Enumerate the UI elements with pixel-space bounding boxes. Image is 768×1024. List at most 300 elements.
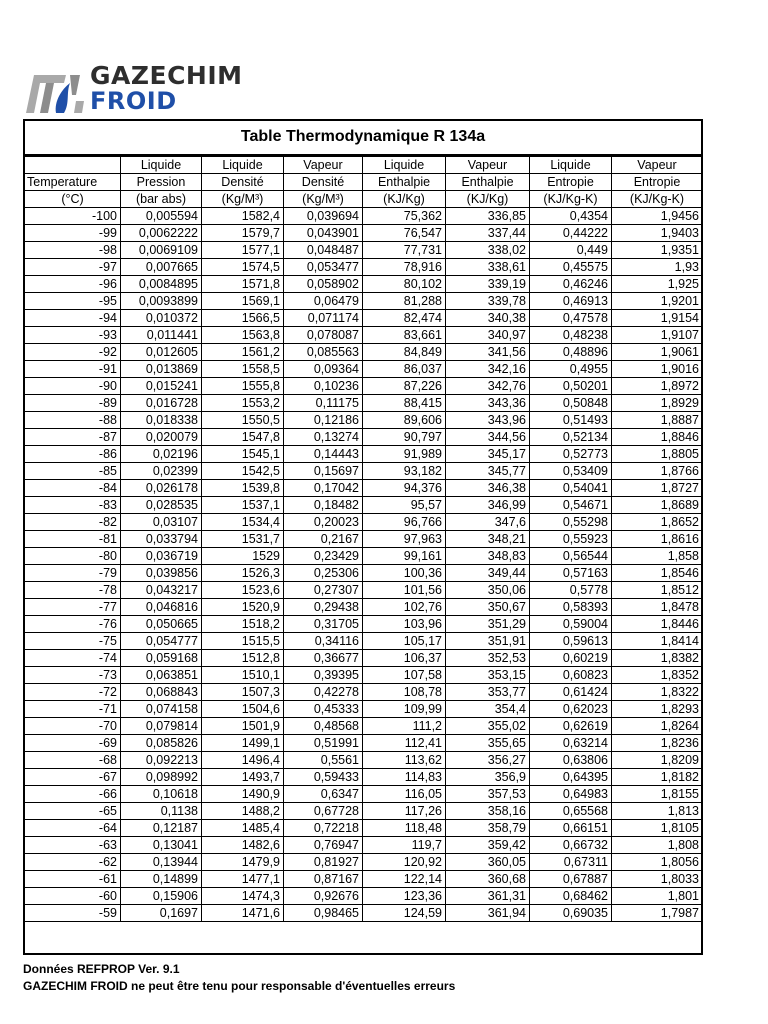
table-cell: 91,989	[363, 446, 446, 463]
table-cell: -80	[25, 548, 121, 565]
table-cell: 1507,3	[202, 684, 284, 701]
table-row	[25, 905, 703, 922]
logo-text-gazechim: GAZECHIM	[90, 61, 243, 90]
table-cell: -96	[25, 276, 121, 293]
table-cell: 82,474	[363, 310, 446, 327]
table-cell: 0,67887	[530, 871, 612, 888]
table-cell: 350,67	[446, 599, 530, 616]
table-cell: 0,011441	[121, 327, 202, 344]
table-cell: 0,13274	[284, 429, 363, 446]
table-cell: 0,005594	[121, 208, 202, 225]
table-title: Table Thermodynamique R 134a	[23, 119, 703, 156]
table-cell: 0,2167	[284, 531, 363, 548]
table-cell: 0,0084895	[121, 276, 202, 293]
table-cell: 83,661	[363, 327, 446, 344]
table-cell: 1539,8	[202, 480, 284, 497]
table-cell: 1523,6	[202, 582, 284, 599]
table-cell: 0,039856	[121, 565, 202, 582]
table-cell: 0,63214	[530, 735, 612, 752]
table-cell: 357,53	[446, 786, 530, 803]
table-cell: 0,64395	[530, 769, 612, 786]
table-cell: 1545,1	[202, 446, 284, 463]
table-cell: -88	[25, 412, 121, 429]
table-cell: 124,59	[363, 905, 446, 922]
table-row	[25, 667, 703, 684]
table-cell: 0,66732	[530, 837, 612, 854]
table-cell: 1,8105	[612, 820, 703, 837]
table-cell: -90	[25, 378, 121, 395]
table-cell: 0,46246	[530, 276, 612, 293]
table-cell: 1,9403	[612, 225, 703, 242]
table-cell: -67	[25, 769, 121, 786]
table-cell: 1,8382	[612, 650, 703, 667]
header-cell: Vapeur	[284, 157, 363, 174]
table-cell: 0,12186	[284, 412, 363, 429]
table-cell: 1520,9	[202, 599, 284, 616]
table-cell: 0,59004	[530, 616, 612, 633]
table-cell: 75,362	[363, 208, 446, 225]
table-cell: 0,67311	[530, 854, 612, 871]
header-row	[25, 157, 703, 174]
table-cell: 84,849	[363, 344, 446, 361]
table-cell: 0,15906	[121, 888, 202, 905]
table-row	[25, 616, 703, 633]
table-cell: 1482,6	[202, 837, 284, 854]
table-cell: 101,56	[363, 582, 446, 599]
table-cell: 348,21	[446, 531, 530, 548]
header-cell: Enthalpie	[363, 174, 446, 191]
table-cell: -84	[25, 480, 121, 497]
table-cell: 1,8446	[612, 616, 703, 633]
table-cell: 0,071174	[284, 310, 363, 327]
table-cell: 1555,8	[202, 378, 284, 395]
table-cell: 1526,3	[202, 565, 284, 582]
table-cell: 96,766	[363, 514, 446, 531]
table-cell: 1,8929	[612, 395, 703, 412]
table-row	[25, 327, 703, 344]
table-cell: 353,15	[446, 667, 530, 684]
table-cell: 77,731	[363, 242, 446, 259]
gazechim-logo-icon	[26, 65, 88, 113]
table-cell: 0,6347	[284, 786, 363, 803]
footer	[23, 961, 455, 995]
table-cell: 0,14443	[284, 446, 363, 463]
table-cell: 0,76947	[284, 837, 363, 854]
table-cell: 360,68	[446, 871, 530, 888]
table-cell: 0,02399	[121, 463, 202, 480]
table-cell: 1,8616	[612, 531, 703, 548]
table-cell: -73	[25, 667, 121, 684]
table-cell: 0,13944	[121, 854, 202, 871]
table-cell: -93	[25, 327, 121, 344]
header-cell: Liquide	[530, 157, 612, 174]
table-cell: -64	[25, 820, 121, 837]
table-cell: 0,03107	[121, 514, 202, 531]
table-cell: 112,41	[363, 735, 446, 752]
table-cell: 1,8652	[612, 514, 703, 531]
table-cell: 358,79	[446, 820, 530, 837]
header-cell: Vapeur	[612, 157, 703, 174]
logo-text-froid: FROID	[90, 87, 177, 115]
header-cell: Pression	[121, 174, 202, 191]
header-cell: Enthalpie	[446, 174, 530, 191]
table-cell: 342,76	[446, 378, 530, 395]
table-cell: 0,010372	[121, 310, 202, 327]
table-cell: 1,9061	[612, 344, 703, 361]
header-cell: (KJ/Kg-K)	[530, 191, 612, 208]
table-cell: 342,16	[446, 361, 530, 378]
table-cell: 1471,6	[202, 905, 284, 922]
table-cell: 0,59433	[284, 769, 363, 786]
table-cell: 1,9154	[612, 310, 703, 327]
table-cell: 0,058902	[284, 276, 363, 293]
table-cell: 1,8264	[612, 718, 703, 735]
table-cell: -66	[25, 786, 121, 803]
table-cell: 1,9107	[612, 327, 703, 344]
table-cell: -62	[25, 854, 121, 871]
table-cell: -83	[25, 497, 121, 514]
table-cell: 0,10236	[284, 378, 363, 395]
table-cell: 0,046816	[121, 599, 202, 616]
table-cell: 1558,5	[202, 361, 284, 378]
table-cell: -65	[25, 803, 121, 820]
table-cell: 1579,7	[202, 225, 284, 242]
table-cell: 0,0062222	[121, 225, 202, 242]
table-cell: 0,11175	[284, 395, 363, 412]
header-cell: (bar abs)	[121, 191, 202, 208]
table-cell: 86,037	[363, 361, 446, 378]
table-cell: 1499,1	[202, 735, 284, 752]
table-cell: 340,97	[446, 327, 530, 344]
table-cell: 1553,2	[202, 395, 284, 412]
table-cell: 0,56544	[530, 548, 612, 565]
table-cell: -72	[25, 684, 121, 701]
table-row	[25, 344, 703, 361]
table-cell: 0,015241	[121, 378, 202, 395]
table-cell: 356,9	[446, 769, 530, 786]
table-cell: 336,85	[446, 208, 530, 225]
table-cell: -71	[25, 701, 121, 718]
table-cell: -59	[25, 905, 121, 922]
table-cell: 0,59613	[530, 633, 612, 650]
table-cell: -82	[25, 514, 121, 531]
table-cell: 90,797	[363, 429, 446, 446]
table-cell: -99	[25, 225, 121, 242]
table-row	[25, 548, 703, 565]
table-cell: 1479,9	[202, 854, 284, 871]
table-row	[25, 276, 703, 293]
table-row	[25, 582, 703, 599]
table-cell: -94	[25, 310, 121, 327]
table-cell: 89,606	[363, 412, 446, 429]
table-cell: 0,085826	[121, 735, 202, 752]
table-cell: -76	[25, 616, 121, 633]
table-row	[25, 786, 703, 803]
table-cell: 1,8512	[612, 582, 703, 599]
table-cell: 0,46913	[530, 293, 612, 310]
table-cell: 0,078087	[284, 327, 363, 344]
table-cell: 0,87167	[284, 871, 363, 888]
table-cell: 0,60219	[530, 650, 612, 667]
table-cell: -81	[25, 531, 121, 548]
header-cell: Densité	[284, 174, 363, 191]
table-row	[25, 820, 703, 837]
table-row	[25, 769, 703, 786]
table-cell: 0,0093899	[121, 293, 202, 310]
table-cell: 0,17042	[284, 480, 363, 497]
table-cell: 120,92	[363, 854, 446, 871]
table-cell: 1,8155	[612, 786, 703, 803]
table-cell: 1501,9	[202, 718, 284, 735]
table-cell: 1477,1	[202, 871, 284, 888]
table-cell: 0,66151	[530, 820, 612, 837]
table-cell: 0,20023	[284, 514, 363, 531]
table-cell: 93,182	[363, 463, 446, 480]
table-cell: 0,074158	[121, 701, 202, 718]
footer-disclaimer: GAZECHIM FROID ne peut être tenu pour responsable d'éventuelles erreurs	[23, 979, 456, 993]
table-cell: 0,67728	[284, 803, 363, 820]
header-cell: Liquide	[121, 157, 202, 174]
table-header	[25, 157, 703, 208]
table-cell: 0,64983	[530, 786, 612, 803]
table-cell: 1,8478	[612, 599, 703, 616]
header-cell: (KJ/Kg)	[446, 191, 530, 208]
table-cell: 0,1697	[121, 905, 202, 922]
table-cell: 0,45575	[530, 259, 612, 276]
header-cell: Densité	[202, 174, 284, 191]
table-cell: 0,059168	[121, 650, 202, 667]
table-cell: 355,02	[446, 718, 530, 735]
table-cell: 1496,4	[202, 752, 284, 769]
table-cell: 1569,1	[202, 293, 284, 310]
table-cell: 113,62	[363, 752, 446, 769]
table-cell: 1563,8	[202, 327, 284, 344]
table-cell: 0,06479	[284, 293, 363, 310]
table-cell: 116,05	[363, 786, 446, 803]
table-cell: 348,83	[446, 548, 530, 565]
table-cell: 1,8322	[612, 684, 703, 701]
table-cell: 351,29	[446, 616, 530, 633]
table-row	[25, 259, 703, 276]
table-cell: 345,77	[446, 463, 530, 480]
table-cell: 347,6	[446, 514, 530, 531]
table-cell: -68	[25, 752, 121, 769]
table-cell: 1550,5	[202, 412, 284, 429]
table-cell: 0,18482	[284, 497, 363, 514]
table-cell: 100,36	[363, 565, 446, 582]
table-cell: 0,079814	[121, 718, 202, 735]
table-cell: 1,9016	[612, 361, 703, 378]
table-cell: 1,8805	[612, 446, 703, 463]
table-cell: -92	[25, 344, 121, 361]
table-cell: 345,17	[446, 446, 530, 463]
table-cell: 0,48896	[530, 344, 612, 361]
table-cell: 0,98465	[284, 905, 363, 922]
table-cell: 1,8182	[612, 769, 703, 786]
table-cell: 0,50201	[530, 378, 612, 395]
header-cell	[25, 157, 121, 174]
table-row	[25, 531, 703, 548]
table-cell: 0,15697	[284, 463, 363, 480]
table-cell: 0,10618	[121, 786, 202, 803]
table-cell: -95	[25, 293, 121, 310]
table-cell: 350,06	[446, 582, 530, 599]
table-cell: 343,36	[446, 395, 530, 412]
table-cell: 1574,5	[202, 259, 284, 276]
table-cell: 0,036719	[121, 548, 202, 565]
table-cell: 1,7987	[612, 905, 703, 922]
table-cell: 0,0069109	[121, 242, 202, 259]
table-cell: 0,57163	[530, 565, 612, 582]
table-cell: 0,52134	[530, 429, 612, 446]
table-cell: 1582,4	[202, 208, 284, 225]
table-cell: 0,5778	[530, 582, 612, 599]
table-cell: 0,14899	[121, 871, 202, 888]
table-cell: 1,93	[612, 259, 703, 276]
table-cell: 123,36	[363, 888, 446, 905]
table-cell: 87,226	[363, 378, 446, 395]
table-cell: 0,043217	[121, 582, 202, 599]
table-cell: 1,9351	[612, 242, 703, 259]
table-cell: 0,48568	[284, 718, 363, 735]
table-cell: 0,58393	[530, 599, 612, 616]
table-cell: 0,1138	[121, 803, 202, 820]
table-cell: 105,17	[363, 633, 446, 650]
table-cell: 97,963	[363, 531, 446, 548]
table-cell: 0,09364	[284, 361, 363, 378]
table-row	[25, 293, 703, 310]
table-cell: 1566,5	[202, 310, 284, 327]
table-cell: 361,31	[446, 888, 530, 905]
table-cell: 351,91	[446, 633, 530, 650]
table-row	[25, 480, 703, 497]
table-cell: 107,58	[363, 667, 446, 684]
table-cell: 1,8846	[612, 429, 703, 446]
table-cell: 0,4354	[530, 208, 612, 225]
table-row	[25, 242, 703, 259]
table-cell: 78,916	[363, 259, 446, 276]
table-cell: 1,9456	[612, 208, 703, 225]
table-row	[25, 854, 703, 871]
table-cell: 1,8689	[612, 497, 703, 514]
table-cell: 0,62023	[530, 701, 612, 718]
table-cell: 0,55923	[530, 531, 612, 548]
table-cell: 0,4955	[530, 361, 612, 378]
table-cell: 0,34116	[284, 633, 363, 650]
table-cell: 1,8887	[612, 412, 703, 429]
table-row	[25, 837, 703, 854]
table-cell: 1515,5	[202, 633, 284, 650]
table-cell: 338,61	[446, 259, 530, 276]
table-cell: 360,05	[446, 854, 530, 871]
table-cell: 1,8293	[612, 701, 703, 718]
table-row	[25, 361, 703, 378]
header-cell: Entropie	[530, 174, 612, 191]
table-row	[25, 565, 703, 582]
table-cell: 0,92676	[284, 888, 363, 905]
table-cell: 0,42278	[284, 684, 363, 701]
header-cell: Entropie	[612, 174, 703, 191]
table-cell: 339,78	[446, 293, 530, 310]
table-cell: 1542,5	[202, 463, 284, 480]
table-cell: 0,62619	[530, 718, 612, 735]
table-row	[25, 378, 703, 395]
table-cell: 1,8033	[612, 871, 703, 888]
table-cell: 122,14	[363, 871, 446, 888]
table-cell: 337,44	[446, 225, 530, 242]
header-cell: Temperature	[25, 174, 121, 191]
table-cell: 361,94	[446, 905, 530, 922]
table-row	[25, 633, 703, 650]
table-cell: 114,83	[363, 769, 446, 786]
table-cell: 343,96	[446, 412, 530, 429]
table-row	[25, 599, 703, 616]
table-cell: 1512,8	[202, 650, 284, 667]
table-cell: 95,57	[363, 497, 446, 514]
table-cell: 339,19	[446, 276, 530, 293]
table-cell: 0,020079	[121, 429, 202, 446]
table-cell: 0,69035	[530, 905, 612, 922]
table-cell: 0,55298	[530, 514, 612, 531]
table-cell: 111,2	[363, 718, 446, 735]
table-cell: 0,13041	[121, 837, 202, 854]
table-cell: 355,65	[446, 735, 530, 752]
table-cell: 0,27307	[284, 582, 363, 599]
table-cell: 1493,7	[202, 769, 284, 786]
table-cell: 1,801	[612, 888, 703, 905]
table-cell: 1534,4	[202, 514, 284, 531]
table-cell: 358,16	[446, 803, 530, 820]
table-cell: -89	[25, 395, 121, 412]
table-cell: 353,77	[446, 684, 530, 701]
table-cell: 0,63806	[530, 752, 612, 769]
table-cell: 354,4	[446, 701, 530, 718]
table-cell: 81,288	[363, 293, 446, 310]
table-cell: -74	[25, 650, 121, 667]
table-cell: 1518,2	[202, 616, 284, 633]
table-cell: 108,78	[363, 684, 446, 701]
table-cell: -98	[25, 242, 121, 259]
table-body	[25, 208, 703, 922]
table-cell: 0,36677	[284, 650, 363, 667]
table-row	[25, 225, 703, 242]
table-cell: 0,50848	[530, 395, 612, 412]
table-cell: 1485,4	[202, 820, 284, 837]
table-row	[25, 412, 703, 429]
table-cell: 0,44222	[530, 225, 612, 242]
table-cell: 0,25306	[284, 565, 363, 582]
table-cell: 0,007665	[121, 259, 202, 276]
table-cell: 0,47578	[530, 310, 612, 327]
table-row	[25, 650, 703, 667]
table-cell: -61	[25, 871, 121, 888]
footer-source-note: Données REFPROP Ver. 9.1	[23, 962, 180, 976]
table-cell: 99,161	[363, 548, 446, 565]
table-cell: 1,925	[612, 276, 703, 293]
table-cell: 0,29438	[284, 599, 363, 616]
header-cell: (KJ/Kg)	[363, 191, 446, 208]
table-cell: -79	[25, 565, 121, 582]
table-cell: 109,99	[363, 701, 446, 718]
table-cell: -100	[25, 208, 121, 225]
header-cell: Liquide	[363, 157, 446, 174]
table-cell: -78	[25, 582, 121, 599]
table-cell: 0,52773	[530, 446, 612, 463]
header-cell: (KJ/Kg-K)	[612, 191, 703, 208]
table-cell: 0,12187	[121, 820, 202, 837]
table-cell: 0,5561	[284, 752, 363, 769]
table-cell: -69	[25, 735, 121, 752]
